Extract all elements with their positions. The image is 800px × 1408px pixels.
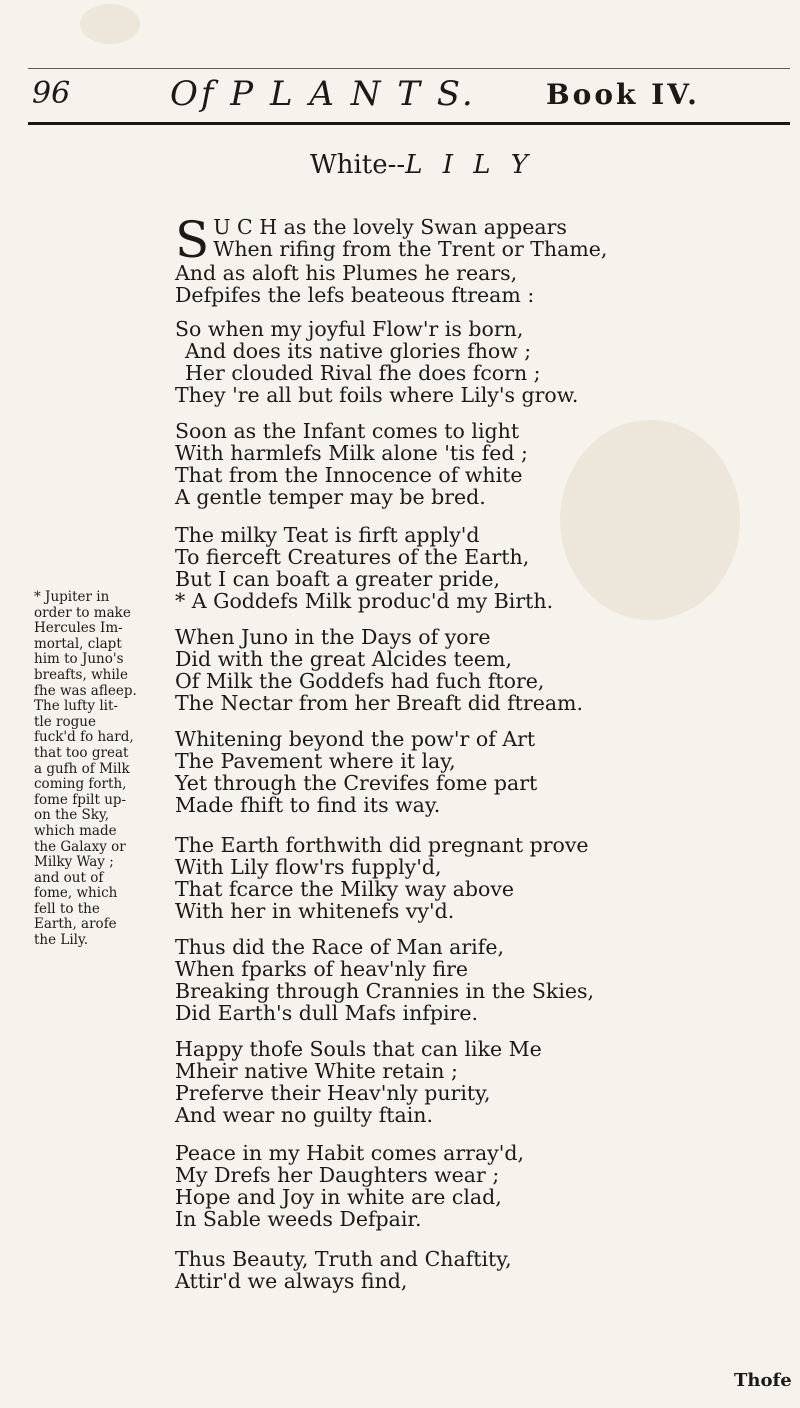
verse-line: Made fhift to find its way. [175, 793, 441, 817]
verse-line: When Juno in the Days of yore [175, 625, 491, 649]
verse-line: When fparks of heav'nly fire [175, 957, 468, 981]
note-line: Earth, arofe [34, 916, 117, 933]
stanza [175, 1248, 775, 1292]
paper-stain [80, 4, 140, 44]
drop-cap: S [175, 211, 210, 269]
note-line: the Lily. [34, 932, 89, 949]
verse-line: That from the Innocence of white [175, 463, 523, 487]
verse-line: Of Milk the Goddefs had fuch ftore, [175, 669, 545, 693]
note-line: Milky Way ; [34, 854, 114, 871]
header-rule-bottom [28, 122, 790, 125]
note-line: fome fpilt up- [34, 791, 127, 808]
verse-line: That fcarce the Milky way above [175, 877, 515, 901]
verse-line: But I can boaft a greater pride, [175, 567, 501, 591]
header-rule-top [28, 68, 790, 69]
note-line: fuck'd fo hard, [34, 729, 134, 746]
note-line: fell to the [34, 900, 100, 917]
stanza [175, 211, 775, 307]
stanza [175, 318, 775, 406]
note-line: The lufty lit- [34, 698, 118, 715]
note-line: * Jupiter in [34, 589, 110, 605]
verse-line: When rifing from the Trent or Thame, [213, 237, 608, 261]
verse-line: The Pavement where it lay, [175, 749, 456, 773]
note-line: and out of [34, 869, 104, 886]
stanza [175, 420, 775, 508]
verse-line: Did Earth's dull Mafs infpire. [175, 1001, 478, 1025]
note-line: that too great [34, 744, 129, 761]
section-title [310, 150, 534, 180]
verse-line: Defpifes the lefs beateous ftream : [175, 283, 535, 307]
verse-line: Yet through the Crevifes fome part [175, 771, 538, 795]
page-number: 96 [32, 76, 71, 111]
verse-line: U C H as the lovely Swan appears [213, 215, 567, 239]
verse-line: The Nectar from her Breaft did ftream. [175, 691, 583, 715]
verse-line: Attir'd we always find, [175, 1269, 408, 1293]
verse-line: Did with the great Alcides teem, [175, 647, 512, 671]
verse-line: Peace in my Habit comes array'd, [175, 1141, 525, 1165]
verse-line: A gentle temper may be bred. [175, 485, 486, 509]
verse-line: And as aloft his Plumes he rears, [175, 261, 518, 285]
verse-line: So when my joyful Flow'r is born, [175, 317, 524, 341]
verse-line: With harmlefs Milk alone 'tis fed ; [175, 441, 528, 465]
running-header [0, 74, 800, 118]
header-title: Of P L A N T S. [170, 74, 476, 114]
note-line: tle rogue [34, 713, 96, 730]
verse-line: Thus Beauty, Truth and Chaftity, [175, 1247, 512, 1271]
note-line: which made [34, 822, 117, 839]
stanza [175, 1038, 775, 1126]
verse-line: Preferve their Heav'nly purity, [175, 1081, 491, 1105]
stanza [175, 834, 775, 922]
verse-line: Happy thofe Souls that can like Me [175, 1037, 542, 1061]
note-line: coming forth, [34, 776, 127, 793]
verse-line: And does its native glories fhow ; [185, 339, 532, 363]
note-line: mortal, clapt [34, 635, 122, 652]
note-line: breafts, while [34, 666, 128, 683]
note-line: on the Sky, [34, 807, 110, 824]
note-line: him to Juno's [34, 651, 124, 668]
section-title-prefix: White-- [310, 150, 406, 180]
verse-line: Thus did the Race of Man arife, [175, 935, 504, 959]
verse-line: The milky Teat is firft apply'd [175, 523, 480, 547]
note-line: the Galaxy or [34, 838, 126, 855]
stanza [175, 524, 775, 612]
stanza [175, 1142, 775, 1230]
verse-line: Hope and Joy in white are clad, [175, 1185, 502, 1209]
verse-line: With Lily flow'rs fupply'd, [175, 855, 442, 879]
stanza [175, 936, 775, 1024]
verse-line: The Earth forthwith did pregnant prove [175, 833, 589, 857]
verse-line: With her in whitenefs vy'd. [175, 899, 455, 923]
section-title-name: L I L Y [405, 150, 534, 180]
margin-note [34, 590, 149, 949]
note-line: a gufh of Milk [34, 760, 130, 777]
note-line: fome, which [34, 885, 118, 902]
catchword: Thofe [734, 1370, 792, 1391]
note-line: fhe was afleep. [34, 682, 137, 699]
verse-line: And wear no guilty ftain. [175, 1103, 434, 1127]
note-line: Hercules Im- [34, 620, 123, 637]
verse-line: Whitening beyond the pow'r of Art [175, 727, 536, 751]
stanza [175, 626, 775, 714]
book-label: Book IV. [546, 78, 700, 111]
verse-line: Her clouded Rival fhe does fcorn ; [185, 361, 541, 385]
verse-line: In Sable weeds Defpair. [175, 1207, 422, 1231]
verse-line: Breaking through Crannies in the Skies, [175, 979, 595, 1003]
verse-line: My Drefs her Daughters wear ; [175, 1163, 500, 1187]
verse-line: Soon as the Infant comes to light [175, 419, 520, 443]
verse-line: * A Goddefs Milk produc'd my Birth. [175, 589, 554, 613]
verse-line: Mheir native White retain ; [175, 1059, 458, 1083]
verse-line: They 're all but foils where Lily's grow. [175, 383, 579, 407]
stanza [175, 728, 775, 816]
note-line: order to make [34, 604, 131, 621]
verse-line: To fierceft Creatures of the Earth, [175, 545, 530, 569]
